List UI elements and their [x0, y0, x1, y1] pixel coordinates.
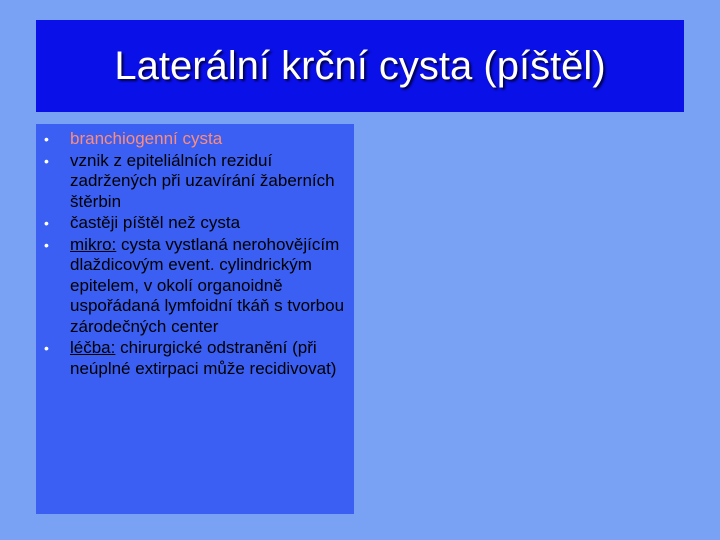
bullet-text-formation: vznik z epiteliálních reziduí zadržených při uzavírání žaberních štěrbin [70, 150, 335, 211]
bullet-marker: • [44, 236, 49, 253]
bullet-text-micro: cysta vystlaná nerohovějícím dlaždicovým event. cylindrickým epitelem, v okolí organoidně uspořádaná lymfoidní tkáň s tvorbou zárodečných center [70, 234, 345, 336]
slide-title: Laterální krční cysta (píštěl) [114, 43, 606, 88]
content-box [36, 124, 354, 514]
bullet-item-origin [44, 129, 354, 150]
bullet-marker: • [44, 215, 49, 231]
bullet-item-frequency [44, 213, 354, 234]
bullet-marker: • [44, 152, 49, 169]
bullet-term-treatment: léčba: [70, 338, 116, 357]
bullet-marker: • [44, 131, 49, 147]
bullet-item-formation [44, 151, 354, 213]
bullet-text-frequency: častěji píštěl než cysta [70, 213, 241, 232]
bullet-text-origin: branchiogenní cysta [70, 129, 223, 148]
bullet-item-treatment [44, 338, 354, 379]
bullet-list [44, 129, 354, 379]
bullet-item-micro [44, 235, 354, 338]
bullet-term-micro: mikro: [70, 234, 117, 254]
bullet-marker: • [44, 340, 49, 356]
title-box [36, 20, 684, 112]
bullet-text-treatment: chirurgické odstranění (při neúplné extirpaci může recidivovat) [70, 338, 337, 378]
